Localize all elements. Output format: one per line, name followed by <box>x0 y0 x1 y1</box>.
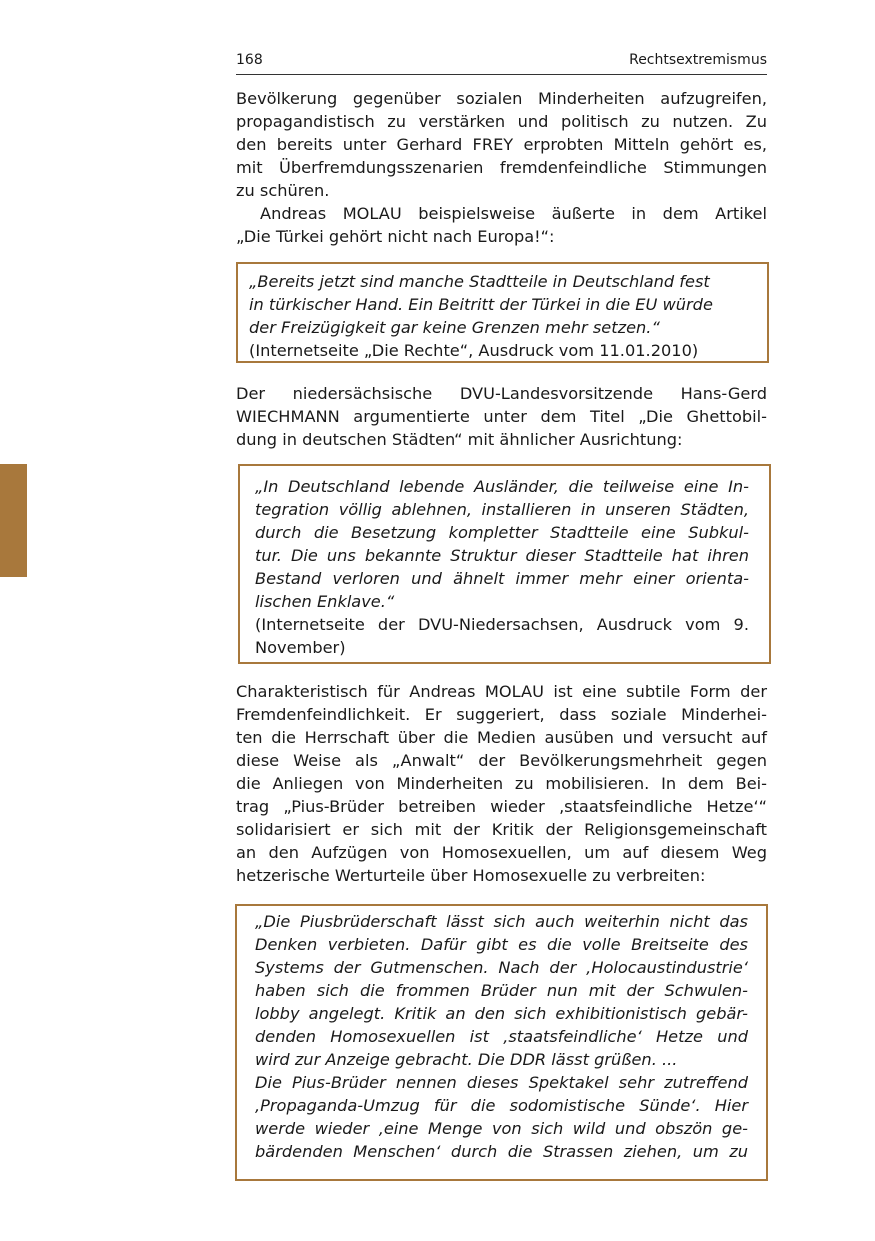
quote-line: Bestand verloren und ähnelt immer mehr einer orienta- <box>255 569 749 588</box>
quote-line: werde wieder ‚eine Menge von sich wild und obszön ge- <box>255 1119 748 1138</box>
text-line: Der niedersächsische DVU-Landesvorsitzende Hans-Gerd <box>236 384 767 403</box>
paragraph-4 <box>236 680 767 887</box>
quote-line: Systems der Gutmenschen. Nach der ‚Holocaustindustrie‘ <box>255 958 748 977</box>
text-line: diese Weise als „Anwalt“ der Bevölkerungsmehrheit gegen <box>236 751 767 770</box>
text-line: Charakteristisch für Andreas MOLAU ist eine subtile Form der <box>236 682 767 701</box>
text-line: den bereits unter Gerhard FREY erprobten Mitteln gehört es, <box>236 135 767 154</box>
quote-line: Denken verbieten. Dafür gibt es die volle Breitseite des <box>255 935 748 954</box>
quote-line: tur. Die uns bekannte Struktur dieser Stadtteile hat ihren <box>255 546 749 565</box>
quote-text <box>249 270 757 339</box>
text-line: „Die Türkei gehört nicht nach Europa!“: <box>236 227 555 246</box>
page-header <box>236 52 767 75</box>
running-title: Rechtsextremismus <box>629 52 767 68</box>
quote-line: „Die Piusbrüderschaft lässt sich auch weiterhin nicht das <box>255 912 748 931</box>
paragraph-1 <box>236 87 767 202</box>
quote-line: haben sich die frommen Brüder nun mit der Schwulen- <box>255 981 748 1000</box>
quote-source <box>255 613 749 659</box>
text-line: Bevölkerung gegenüber sozialen Minderheiten aufzugreifen, <box>236 89 767 108</box>
quote-box-2 <box>238 464 771 664</box>
text-line: hetzerische Werturteile über Homosexuelle zu verbreiten: <box>236 866 706 885</box>
text-line: solidarisiert er sich mit der Kritik der Religionsgemeinschaft <box>236 820 767 839</box>
text-line: WIECHMANN argumentierte unter dem Titel „Die Ghettobil- <box>236 407 767 426</box>
page-number: 168 <box>236 52 263 68</box>
quote-line: „In Deutschland lebende Ausländer, die teilweise eine In- <box>255 477 749 496</box>
quote-line: bärdenden Menschen‘ durch die Strassen ziehen, um zu <box>255 1142 748 1161</box>
quote-text <box>255 910 748 1163</box>
text-line: zu schüren. <box>236 181 330 200</box>
source-line: (Internetseite der DVU-Niedersachsen, Ausdruck vom 9. <box>255 615 749 634</box>
text-line: die Anliegen von Minderheiten zu mobilisieren. In dem Bei- <box>236 774 767 793</box>
quote-box-3 <box>235 904 768 1181</box>
quote-line: durch die Besetzung kompletter Stadtteile eine Subkul- <box>255 523 749 542</box>
quote-line: ‚Propaganda-Umzug für die sodomistische Sünde‘. Hier <box>255 1096 748 1115</box>
quote-line: lischen Enklave.“ <box>255 592 395 611</box>
quote-line: wird zur Anzeige gebracht. Die DDR lässt grüßen. ... <box>255 1050 678 1069</box>
text-line: an den Aufzügen von Homosexuellen, um auf diesem Weg <box>236 843 767 862</box>
quote-line: tegration völlig ablehnen, installieren in unseren Städten, <box>255 500 749 519</box>
quote-line: der Freizügigkeit gar keine Grenzen mehr setzen.“ <box>249 318 660 337</box>
text-line: mit Überfremdungsszenarien fremdenfeindliche Stimmungen <box>236 158 767 177</box>
quote-text <box>255 475 749 613</box>
quote-line: lobby angelegt. Kritik an den sich exhibitionistisch gebär- <box>255 1004 748 1023</box>
text-line: Fremdenfeindlichkeit. Er suggeriert, dass soziale Minderhei- <box>236 705 767 724</box>
text-line: Andreas MOLAU beispielsweise äußerte in dem Artikel <box>260 204 767 223</box>
paragraph-3 <box>236 382 767 451</box>
paragraph-2 <box>236 202 767 248</box>
chapter-tab-marker <box>0 464 27 577</box>
text-line: ten die Herrschaft über die Medien ausüben und versucht auf <box>236 728 767 747</box>
quote-source: (Internetseite „Die Rechte“, Ausdruck vom 11.01.2010) <box>249 341 699 360</box>
quote-line: Die Pius-Brüder nennen dieses Spektakel sehr zutreffend <box>255 1073 748 1092</box>
quote-box-1 <box>236 262 769 363</box>
quote-line: „Bereits jetzt sind manche Stadtteile in Deutschland fest <box>249 272 710 291</box>
quote-line: denden Homosexuellen ist ‚staatsfeindliche‘ Hetze und <box>255 1027 748 1046</box>
text-line: propagandistisch zu verstärken und politisch zu nutzen. Zu <box>236 112 767 131</box>
quote-line: in türkischer Hand. Ein Beitritt der Türkei in die EU würde <box>249 295 713 314</box>
text-line: trag „Pius-Brüder betreiben wieder ‚staatsfeindliche Hetze‘“ <box>236 797 767 816</box>
text-line: dung in deutschen Städten“ mit ähnlicher Ausrichtung: <box>236 430 683 449</box>
source-line: November) <box>255 638 346 657</box>
